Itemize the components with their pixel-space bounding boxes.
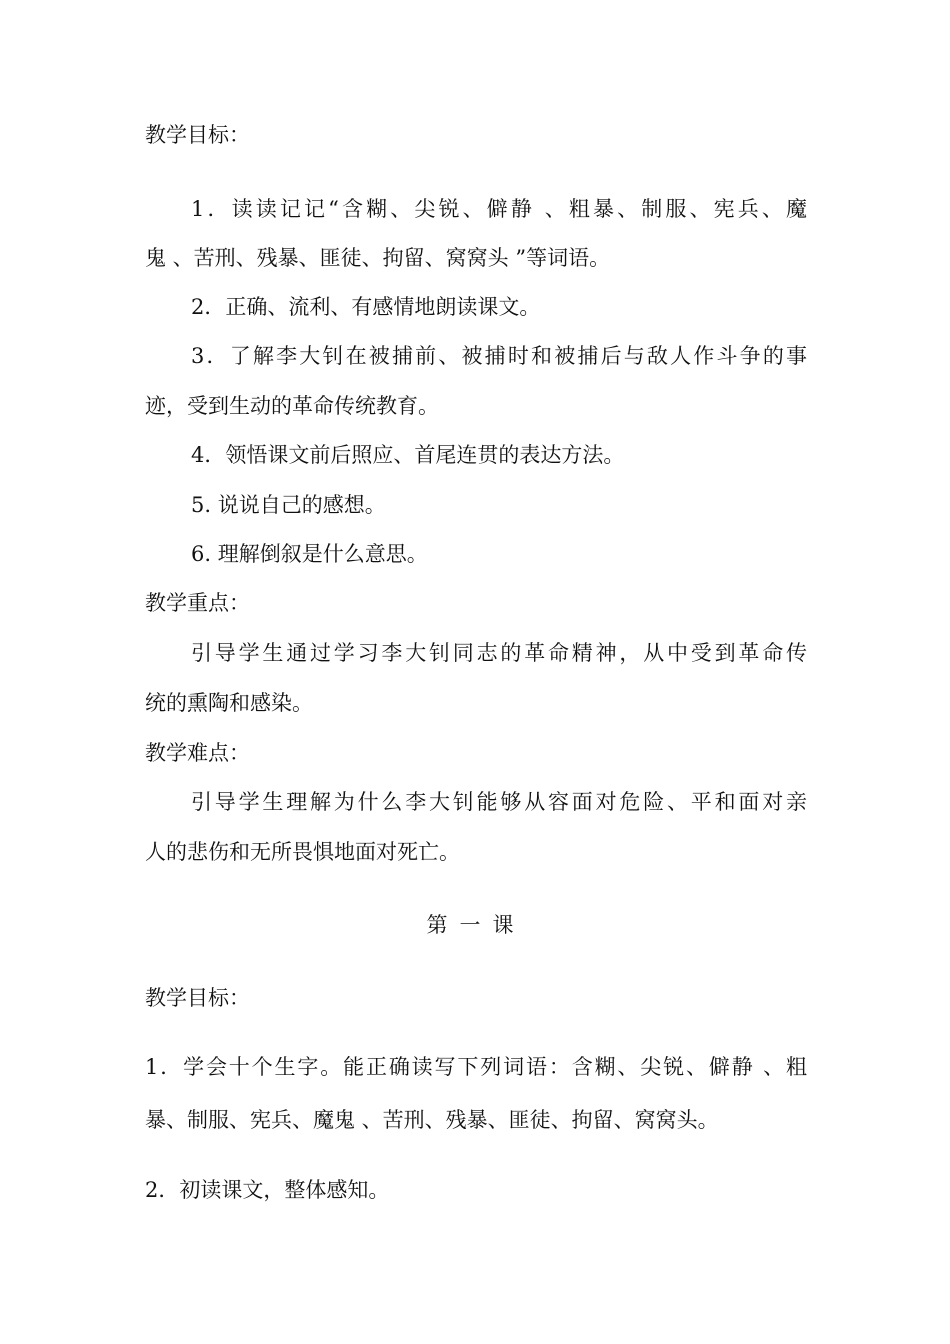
goal-5: 5. 说说自己的感想。 [191,493,386,517]
goal-1-line-1: 1．读读记记“含糊、尖锐、僻静 、粗暴、制服、宪兵、魔 [191,197,807,221]
lesson-goal-2: 2．初读课文，整体感知。 [145,1178,390,1202]
key-points-line-1: 引导学生通过学习李大钊同志的革命精神，从中受到革命传 [191,641,807,665]
lesson-goal-1-line-2: 暴、制服、宪兵、魔鬼 、苦刑、残暴、匪徒、拘留、窝窝头。 [145,1108,719,1132]
goal-2: 2．正确、流利、有感情地朗读课文。 [191,295,541,319]
lesson-goals-heading: 教学目标： [145,986,250,1010]
lesson-goal-1-line-1: 1．学会十个生字。能正确读写下列词语：含糊、尖锐、僻静 、粗 [145,1055,807,1079]
difficulties-line-1: 引导学生理解为什么李大钊能够从容面对危险、平和面对亲 [191,790,807,814]
teaching-goals-heading: 教学目标： [145,123,250,147]
goal-3-line-2: 迹，受到生动的革命传统教育。 [145,394,439,418]
goal-6: 6. 理解倒叙是什么意思。 [191,542,428,566]
difficulties-line-2: 人的悲伤和无所畏惧地面对死亡。 [145,840,460,864]
lesson-title: 第一课 [426,913,526,937]
key-points-heading: 教学重点： [145,591,250,615]
difficulties-heading: 教学难点： [145,741,250,765]
goal-1-line-2: 鬼 、苦刑、残暴、匪徒、拘留、窝窝头 ”等词语。 [145,246,611,270]
goal-3-line-1: 3．了解李大钊在被捕前、被捕时和被捕后与敌人作斗争的事 [191,344,807,368]
goal-4: 4．领悟课文前后照应、首尾连贯的表达方法。 [191,443,625,467]
key-points-line-2: 统的熏陶和感染。 [145,691,313,715]
